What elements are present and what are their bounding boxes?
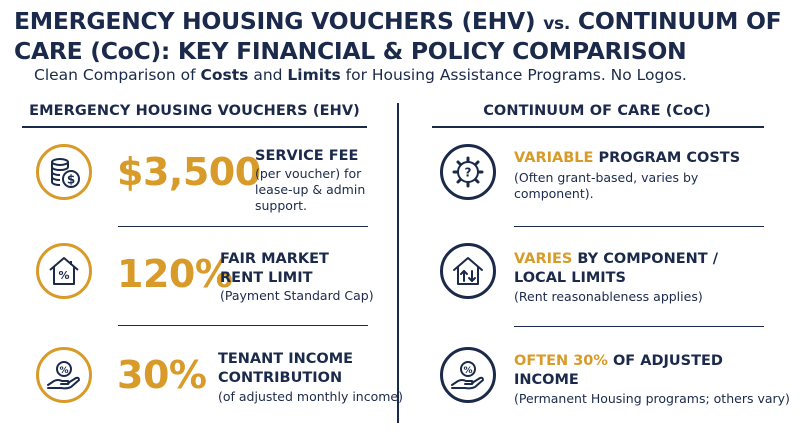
house-arrows-icon — [440, 243, 496, 299]
title-part-1: EMERGENCY HOUSING VOUCHERS (EHV) — [14, 7, 544, 35]
coc-costs-title-rest: PROGRAM COSTS — [593, 150, 741, 166]
ehv-column-heading: EMERGENCY HOUSING VOUCHERS (EHV) — [29, 103, 360, 119]
subtitle-text-c: and — [248, 66, 288, 84]
fmr-limit-title: FAIR MARKET RENT LIMIT — [220, 251, 329, 286]
coc-costs-detail: (Often grant-based, varies by component). — [514, 170, 699, 201]
fmr-limit-value: 120% — [117, 252, 233, 296]
coc-limits-title-rest: BY COMPONENT / LOCAL LIMITS — [514, 251, 718, 286]
svg-text:%: % — [58, 269, 70, 282]
coc-row-divider-1 — [514, 226, 764, 227]
subtitle-costs: Costs — [200, 66, 249, 84]
tenant-contribution-value: 30% — [117, 353, 207, 397]
coc-column-heading: CONTINUUM OF CARE (CoC) — [483, 103, 711, 119]
house-percent-icon — [36, 243, 92, 299]
column-divider — [397, 103, 399, 423]
coc-row-divider-2 — [514, 326, 764, 327]
svg-text:?: ? — [464, 165, 472, 180]
coc-heading-rule — [432, 126, 764, 128]
coc-income-title-rest: OF ADJUSTED INCOME — [514, 353, 723, 388]
hand-percent-icon — [36, 347, 92, 403]
coc-costs-title — [514, 149, 740, 168]
tenant-contribution-title: TENANT INCOME CONTRIBUTION — [218, 351, 354, 386]
coins-dollar-icon — [36, 144, 92, 200]
gear-question-icon — [440, 144, 496, 200]
title-vs: vs. — [543, 14, 571, 34]
subtitle — [34, 66, 687, 84]
service-fee-title: SERVICE FEE — [255, 148, 359, 164]
subtitle-text-a: Clean Comparison of — [34, 66, 201, 84]
fmr-limit-detail: (Payment Standard Cap) — [220, 288, 374, 303]
title-part-2: CONTINUUM OF CARE (CoC): KEY FINANCIAL & POLICY COMPARISON — [14, 7, 782, 65]
coc-income-title-highlight: OFTEN 30% — [514, 353, 608, 369]
coc-income-title — [514, 352, 754, 390]
ehv-row-divider-1 — [118, 226, 368, 227]
page-title — [14, 8, 794, 65]
subtitle-text-e: for Housing Assistance Programs. No Logos. — [340, 66, 687, 84]
tenant-contribution-detail: (of adjusted monthly income) — [218, 389, 403, 404]
service-fee-detail: (per voucher) for lease-up & admin support. — [255, 166, 366, 213]
ehv-heading-rule — [22, 126, 367, 128]
coc-limits-title-highlight: VARIES — [514, 251, 573, 267]
coc-income-detail: (Permanent Housing programs; others vary) — [514, 391, 790, 406]
service-fee-value: $3,500 — [117, 150, 261, 194]
hand-percent-icon-coc — [440, 347, 496, 403]
coc-costs-title-highlight: VARIABLE — [514, 150, 594, 166]
coc-limits-detail: (Rent reasonableness applies) — [514, 289, 703, 304]
svg-text:$: $ — [66, 172, 76, 187]
coc-limits-title — [514, 250, 754, 288]
subtitle-limits: Limits — [287, 66, 341, 84]
ehv-row-divider-2 — [118, 325, 368, 326]
svg-text:%: % — [463, 366, 473, 376]
svg-text:%: % — [59, 366, 69, 376]
